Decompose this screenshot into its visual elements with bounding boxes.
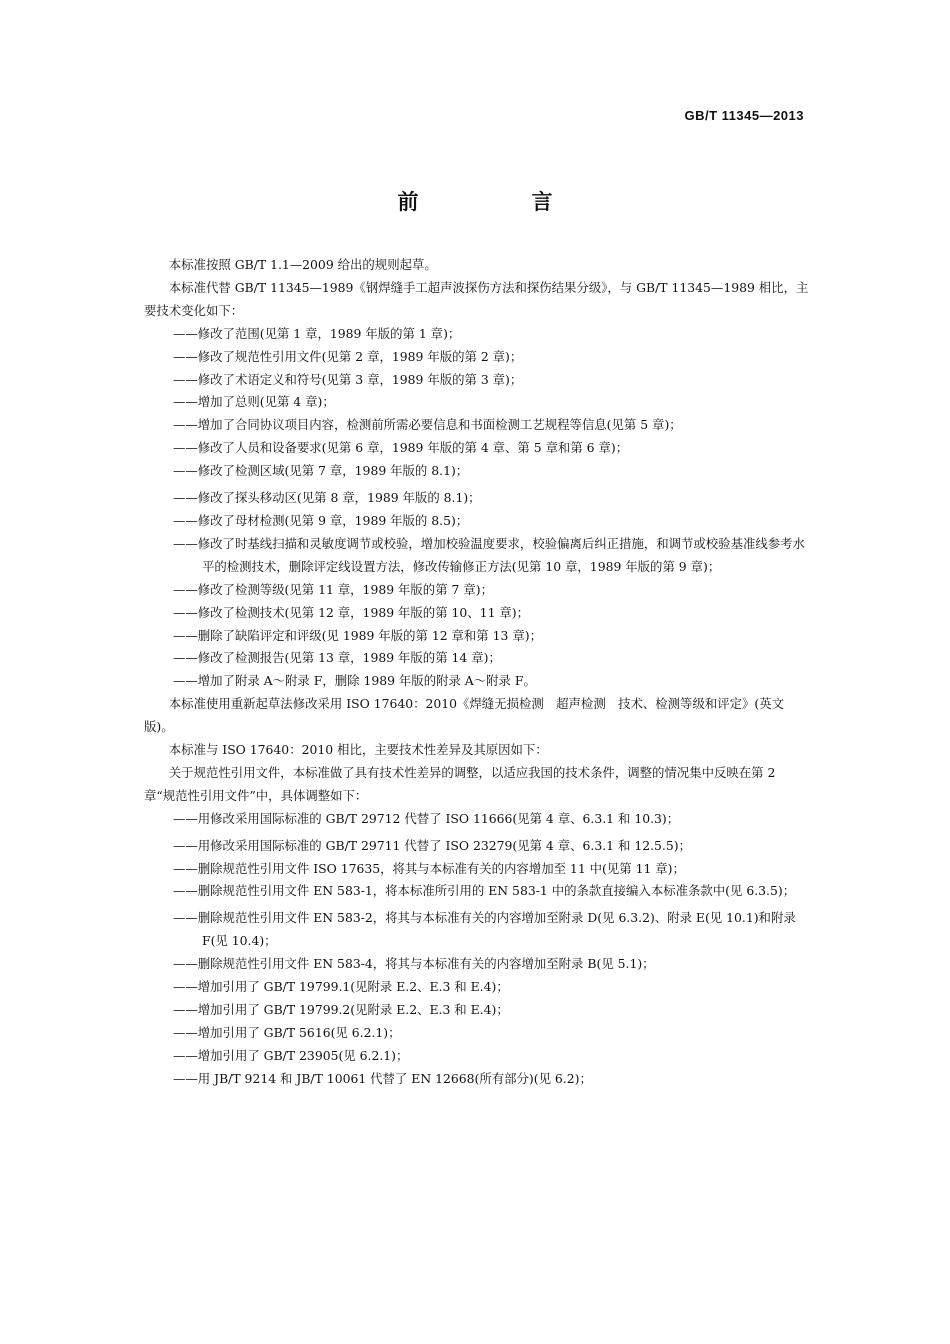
list-item: ——删除规范性引用文件 EN 583-2，将其与本标准有关的内容增加至附录 D(见 6.3.2)、附录 E(见 10.1)和附录 F(见 10.4)； (173, 910, 796, 949)
list-item: ——修改了母材检测(见第 9 章，1989 年版的 8.5)； (173, 512, 469, 528)
document-body (144, 254, 809, 1091)
list-item: ——修改了检测技术(见第 12 章，1989 年版的第 10、11 章)； (173, 604, 530, 620)
list-item: ——增加了合同协议项目内容，检测前所需必要信息和书面检测工艺规程等信息(见第 5 章)； (173, 417, 682, 433)
paragraph-drafting-rules: 本标准按照 GB/T 1.1—2009 给出的规则起草。 (168, 257, 437, 272)
list-item: ——增加引用了 GB/T 19799.1(见附录 E.2、E.3 和 E.4)； (173, 979, 509, 995)
list-item: ——增加了附录 A～附录 F，删除 1989 年版的附录 A～附录 F。 (173, 673, 536, 689)
list-item: ——修改了检测区域(见第 7 章，1989 年版的 8.1)； (173, 463, 469, 479)
paragraph-adoption: 本标准使用重新起草法修改采用 ISO 17640：2010《焊缝无损检测 超声检测 技术、检测等级和评定》(英文版)。 (144, 696, 785, 735)
adjustment-list (144, 808, 809, 1091)
paragraph-replacement: 本标准代替 GB/T 11345—1989《钢焊缝手工超声波探伤方法和探伤结果分级》，与 GB/T 11345—1989 相比，主要技术变化如下： (144, 279, 809, 318)
list-item: ——修改了检测报告(见第 13 章，1989 年版的第 14 章)； (173, 650, 501, 666)
list-item: ——删除规范性引用文件 ISO 17635，将其与本标准有关的内容增加至 11 中(见第 11 章)； (173, 860, 685, 876)
list-item: ——修改了探头移动区(见第 8 章，1989 年版的 8.1)； (173, 490, 481, 506)
list-item: ——修改了范围(见第 1 章，1989 年版的第 1 章)； (173, 325, 461, 341)
list-item: ——增加引用了 GB/T 23905(见 6.2.1)； (173, 1047, 409, 1063)
list-item: ——增加引用了 GB/T 19799.2(见附录 E.2、E.3 和 E.4)； (173, 1002, 509, 1017)
change-list (144, 323, 809, 694)
list-item: ——用修改采用国际标准的 GB/T 29711 代替了 ISO 23279(见第 4 章、6.3.1 和 12.5.5)； (173, 837, 691, 853)
list-item: ——用 JB/T 9214 和 JB/T 10061 代替了 EN 12668(所有部分)(见 6.2)； (173, 1070, 592, 1086)
paragraph-normative-references: 关于规范性引用文件，本标准做了具有技术性差异的调整，以适应我国的技术条件，调整的情况集中反映在第 2 章“规范性引用文件”中，具体调整如下： (144, 764, 776, 803)
paragraph-differences: 本标准与 ISO 17640：2010 相比，主要技术性差异及其原因如下： (168, 742, 548, 758)
list-item: ——修改了时基线扫描和灵敏度调节或校验，增加校验温度要求，校验偏离后纠正措施，和调节或校验基准线参考水平的检测技术，删除评定线设置方法，修改传输修正方法(见第 10 章，1989 年版的第 9 章)； (173, 535, 805, 574)
list-item: ——删除规范性引用文件 EN 583-4，将其与本标准有关的内容增加至附录 B(见 5.1)； (173, 956, 655, 972)
list-item: ——删除了缺陷评定和评级(见 1989 年版的第 12 章和第 13 章)； (173, 627, 542, 643)
list-item: ——删除规范性引用文件 EN 583-1，将本标准所引用的 EN 583-1 中的条款直接编入本标准条款中(见 6.3.5)； (173, 883, 796, 899)
list-item: ——增加引用了 GB/T 5616(见 6.2.1)； (173, 1024, 401, 1040)
list-item: ——增加了总则(见第 4 章)； (173, 394, 335, 410)
list-item: ——修改了人员和设备要求(见第 6 章，1989 年版的第 4 章、第 5 章和第 6 章)； (173, 440, 629, 456)
page-title: 前 言 (397, 189, 599, 214)
header-standard-code: GB/T 11345—2013 (684, 108, 804, 123)
list-item: ——修改了术语定义和符号(见第 3 章，1989 年版的第 3 章)； (173, 371, 523, 387)
list-item: ——修改了规范性引用文件(见第 2 章，1989 年版的第 2 章)； (173, 348, 523, 364)
list-item: ——修改了检测等级(见第 11 章，1989 年版的第 7 章)； (173, 581, 493, 597)
list-item: ——用修改采用国际标准的 GB/T 29712 代替了 ISO 11666(见第 4 章、6.3.1 和 10.3)； (173, 810, 680, 826)
